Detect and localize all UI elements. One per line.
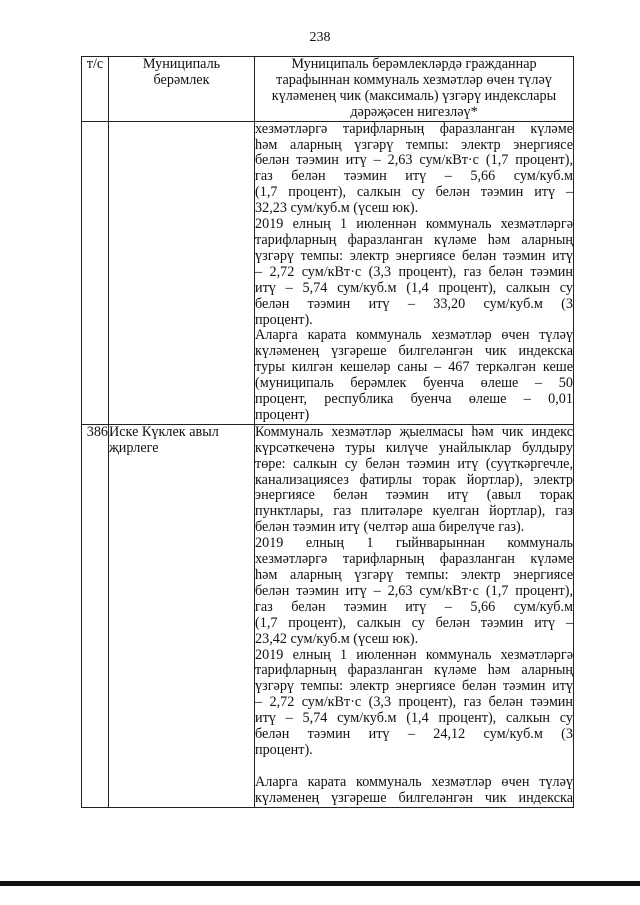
text-line: белән тәэмин итү – 2,63 сум/кВт·с (1,7 процент), xyxy=(255,152,573,169)
text-line: процент, республика буенча өлеше – 0,01 xyxy=(255,391,573,408)
name-line: Иске Күклек авыл xyxy=(109,423,219,440)
text-line: күрсәткеченә туры килүче унайлыклар булдыру xyxy=(255,439,573,456)
text-line: процент). xyxy=(255,741,313,758)
text-line: һәм аларның үзгәрү темпы: электр энергиясе xyxy=(255,567,573,583)
text-line: хезмәтләргә тарифларның фаразланган күләме xyxy=(255,551,573,568)
text-line: – 2,72 сум/кВт·с (3,3 процент), газ белән тәэмин xyxy=(255,694,573,711)
text-line: Аларга карата коммуналь хезмәтләр өчен түләү xyxy=(255,327,573,344)
row-text xyxy=(255,424,574,807)
text-line: 2019 елның 1 июленнән коммуналь хезмәтләргә xyxy=(255,216,573,233)
text-line: хезмәтләргә тарифларның фаразланган күләме xyxy=(255,120,573,137)
text-line: итү – 5,74 сум/куб.м (1,4 процент), салкын су xyxy=(255,279,573,296)
text-line: 2019 елның 1 июленнән коммуналь хезмәтләргә xyxy=(255,646,573,663)
row-number-empty xyxy=(82,121,109,424)
text-line: газ белән тәэмин итү – 5,66 сум/куб.м xyxy=(255,598,573,615)
row-number: 386 xyxy=(82,424,109,807)
text-line: процент). xyxy=(255,311,313,328)
text-line: 23,42 сум/куб.м (үсеш юк). xyxy=(255,630,419,647)
text-line: үзгәрү темпы: электр энергиясе белән тәэмин итү xyxy=(255,678,573,695)
page-number: 238 xyxy=(309,30,331,45)
text-line: Коммуналь хезмәтләр җыелмасы һәм чик индекс xyxy=(255,423,573,440)
name-line: җирлеге xyxy=(109,439,159,456)
paragraph-gap xyxy=(255,759,573,775)
text-line: күләменең үзгәреше билгеләнгән чик индекска xyxy=(255,789,573,806)
paragraph xyxy=(255,425,573,536)
table-row-386 xyxy=(82,424,574,807)
text-line: үзгәрү темпы: электр энергиясе белән тәэмин итү xyxy=(255,247,573,264)
text-line: белән тәэмин итү – 33,20 сум/куб.м (3 xyxy=(255,295,573,312)
text-line: белән тәэмин итү – 2,63 сум/кВт·с (1,7 процент), xyxy=(255,582,573,599)
text-line: тарифларның фаразланган күләме һәм аларның xyxy=(255,231,573,248)
text-line: 32,23 сум/куб.м (үсеш юк). xyxy=(255,200,419,217)
header-municipality-line: берәмлек xyxy=(153,71,210,88)
text-line: процент) xyxy=(255,406,310,423)
text-line: белән тәэмин итү – 24,12 сум/куб.м (3 xyxy=(255,726,573,743)
text-line: (1,7 процент), салкын су белән тәэмин итү – xyxy=(255,184,573,201)
text-line: күләменең үзгәреше билгеләнгән чик индекска xyxy=(255,343,573,360)
text-line: тарифларның фаразланган күләме һәм аларның xyxy=(255,662,573,679)
row-name-empty xyxy=(109,121,255,424)
header-index-basis xyxy=(255,57,574,122)
header-index-line: тарафыннан коммуналь хезмәтләр өчен түләү xyxy=(276,71,552,88)
text-line: һәм аларның үзгәрү темпы: электр энергиясе xyxy=(255,136,573,153)
text-line: (муниципаль берәмлек буенча өлеше – 50 xyxy=(255,375,573,392)
paragraph xyxy=(255,775,573,807)
text-line: (1,7 процент), салкын су белән тәэмин итү – xyxy=(255,614,573,631)
text-line: белән тәэмин итү (челтәр аша бирелүче газ). xyxy=(255,519,525,536)
text-line: газ белән тәэмин итү – 5,66 сум/куб.м xyxy=(255,168,573,185)
page-bottom-rule xyxy=(0,881,640,886)
text-line: төре: салкын су белән тәэмин итү (суүткәргечле, xyxy=(255,455,573,472)
paragraph xyxy=(255,217,573,328)
text-line: канализациясез фатирлы торак йортлар), электр xyxy=(255,471,573,488)
paragraph xyxy=(255,328,573,423)
text-line: итү – 5,74 сум/куб.м (1,4 процент), салкын су xyxy=(255,710,573,727)
tariff-table xyxy=(81,56,574,808)
text-line: пунктлары, газ плитәләре куелган йортлар), газ xyxy=(255,503,573,520)
header-municipality xyxy=(109,57,255,122)
header-index-line: дәрәҗәсен нигезләү* xyxy=(350,103,478,120)
paragraph xyxy=(255,122,573,217)
table-row-continued xyxy=(82,121,574,424)
row-text-continued xyxy=(255,121,574,424)
paragraph xyxy=(255,536,573,647)
paragraph xyxy=(255,648,573,759)
text-line: 2019 елның 1 гыйнварыннан коммуналь xyxy=(255,535,573,552)
header-index-line: Муниципаль берәмлекләрдә гражданнар xyxy=(291,56,537,72)
header-municipality-line: Муниципаль xyxy=(142,56,221,72)
header-index-line: күләменең чик (максималь) үзгәрү индекслары xyxy=(271,87,557,104)
text-line: туры килгән кешеләр саны – 467 теркәлгән кеше xyxy=(255,359,573,376)
text-line: Аларга карата коммуналь хезмәтләр өчен түләү xyxy=(255,773,573,790)
text-line: – 2,72 сум/кВт·с (3,3 процент), газ белән тәэмин xyxy=(255,263,573,280)
header-number: т/с xyxy=(82,57,109,122)
table-header-row xyxy=(82,57,574,122)
text-line: энергиясе белән тәэмин итү (авыл торак xyxy=(255,487,573,504)
row-municipality-name xyxy=(109,424,255,807)
